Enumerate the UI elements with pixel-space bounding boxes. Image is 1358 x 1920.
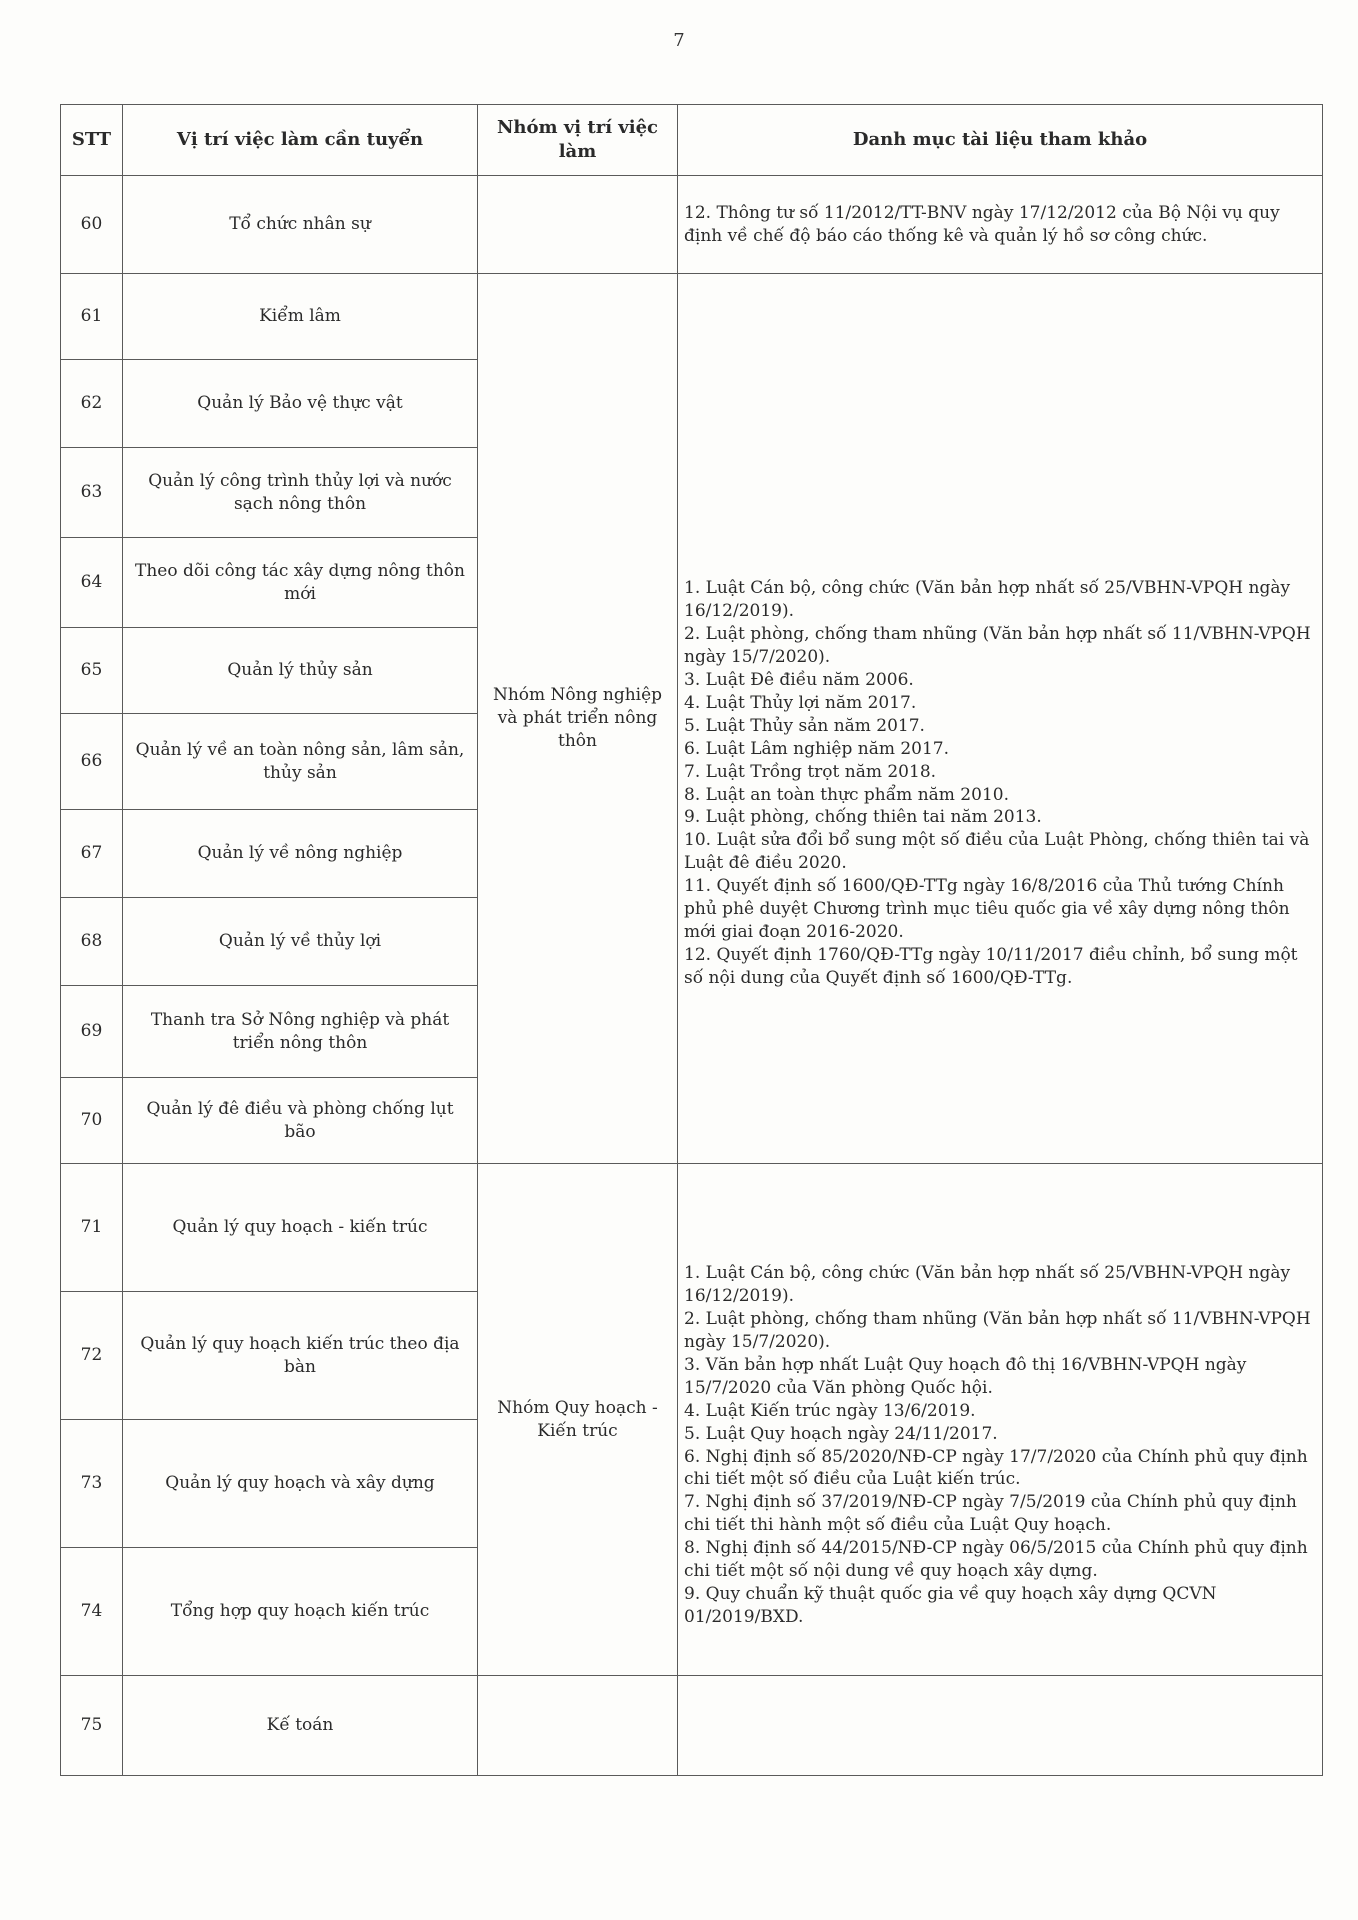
row-position: Quản lý đê điều và phòng chống lụt bão bbox=[123, 1078, 478, 1164]
row-stt: 70 bbox=[61, 1078, 123, 1164]
reference-item: 4. Luật Thủy lợi năm 2017. bbox=[684, 692, 917, 713]
header-group: Nhóm vị trí việc làm bbox=[478, 105, 678, 176]
reference-item: 2. Luật phòng, chống tham nhũng (Văn bản hợp nhất số 11/VBHN-VPQH ngày 15/7/2020). bbox=[684, 623, 1311, 667]
group-name-agriculture: Nhóm Nông nghiệp và phát triển nông thôn bbox=[478, 274, 678, 1164]
reference-item: 11. Quyết định số 1600/QĐ-TTg ngày 16/8/2016 của Thủ tướng Chính phủ phê duyệt Chương trình mục tiêu quốc gia về xây dựng nông thôn mới giai đoạn 2016-2020. bbox=[684, 876, 1290, 943]
row-stt: 74 bbox=[61, 1548, 123, 1676]
reference-item: 9. Luật phòng, chống thiên tai năm 2013. bbox=[684, 807, 1042, 828]
row-position: Theo dõi công tác xây dựng nông thôn mới bbox=[123, 538, 478, 628]
row-stt: 67 bbox=[61, 810, 123, 898]
job-position-table bbox=[60, 104, 1323, 1776]
row-references: 12. Thông tư số 11/2012/TT-BNV ngày 17/12/2012 của Bộ Nội vụ quy định về chế độ báo cáo thống kê và quản lý hồ sơ công chức. bbox=[678, 176, 1323, 274]
row-stt: 72 bbox=[61, 1292, 123, 1420]
reference-item: 8. Nghị định số 44/2015/NĐ-CP ngày 06/5/2015 của Chính phủ quy định chi tiết một số nội dung về quy hoạch xây dựng. bbox=[684, 1538, 1308, 1582]
reference-item: 10. Luật sửa đổi bổ sung một số điều của Luật Phòng, chống thiên tai và Luật đê điều 2020. bbox=[684, 830, 1310, 874]
reference-item: 7. Luật Trồng trọt năm 2018. bbox=[684, 761, 937, 782]
table-header-row bbox=[61, 105, 1323, 176]
row-position: Tổng hợp quy hoạch kiến trúc bbox=[123, 1548, 478, 1676]
reference-item: 7. Nghị định số 37/2019/NĐ-CP ngày 7/5/2019 của Chính phủ quy định chi tiết thi hành một số điều của Luật Quy hoạch. bbox=[684, 1492, 1297, 1536]
row-position: Quản lý Bảo vệ thực vật bbox=[123, 360, 478, 448]
reference-list bbox=[684, 447, 1316, 990]
reference-item: 5. Luật Thủy sản năm 2017. bbox=[684, 715, 925, 736]
row-position: Quản lý công trình thủy lợi và nước sạch nông thôn bbox=[123, 448, 478, 538]
reference-item: 5. Luật Quy hoạch ngày 24/11/2017. bbox=[684, 1423, 998, 1444]
row-references-empty bbox=[678, 1676, 1323, 1776]
reference-item: 4. Luật Kiến trúc ngày 13/6/2019. bbox=[684, 1400, 976, 1421]
page-number: 7 bbox=[673, 30, 685, 51]
reference-item: 9. Quy chuẩn kỹ thuật quốc gia về quy hoạch xây dựng QCVN 01/2019/BXD. bbox=[684, 1584, 1217, 1628]
header-position: Vị trí việc làm cần tuyển bbox=[123, 105, 478, 176]
reference-item: 1. Luật Cán bộ, công chức (Văn bản hợp nhất số 25/VBHN-VPQH ngày 16/12/2019). bbox=[684, 578, 1291, 621]
header-stt: STT bbox=[61, 105, 123, 176]
row-position: Quản lý quy hoạch và xây dựng bbox=[123, 1420, 478, 1548]
group-references-agriculture bbox=[678, 274, 1323, 1164]
reference-item: 6. Luật Lâm nghiệp năm 2017. bbox=[684, 738, 950, 759]
table-row bbox=[61, 1676, 1323, 1776]
reference-item: 8. Luật an toàn thực phẩm năm 2010. bbox=[684, 784, 1009, 805]
row-position: Quản lý về thủy lợi bbox=[123, 898, 478, 986]
row-position: Tổ chức nhân sự bbox=[123, 176, 478, 274]
header-references: Danh mục tài liệu tham khảo bbox=[678, 105, 1323, 176]
row-position: Kiểm lâm bbox=[123, 274, 478, 360]
reference-item: 12. Quyết định 1760/QĐ-TTg ngày 10/11/2017 điều chỉnh, bổ sung một số nội dung của Quyết định số 1600/QĐ-TTg. bbox=[684, 945, 1298, 988]
table-row bbox=[61, 274, 1323, 360]
row-group-empty bbox=[478, 1676, 678, 1776]
row-position: Quản lý quy hoạch - kiến trúc bbox=[123, 1164, 478, 1292]
group-references-planning bbox=[678, 1164, 1323, 1676]
row-group-empty bbox=[478, 176, 678, 274]
row-stt: 66 bbox=[61, 714, 123, 810]
row-stt: 75 bbox=[61, 1676, 123, 1776]
reference-item: 2. Luật phòng, chống tham nhũng (Văn bản hợp nhất số 11/VBHN-VPQH ngày 15/7/2020). bbox=[684, 1308, 1311, 1352]
row-stt: 62 bbox=[61, 360, 123, 448]
row-stt: 73 bbox=[61, 1420, 123, 1548]
row-position: Quản lý thủy sản bbox=[123, 628, 478, 714]
row-position: Quản lý về an toàn nông sản, lâm sản, thủy sản bbox=[123, 714, 478, 810]
reference-item: 3. Luật Đê điều năm 2006. bbox=[684, 669, 914, 690]
row-stt: 61 bbox=[61, 274, 123, 360]
row-stt: 71 bbox=[61, 1164, 123, 1292]
row-position: Quản lý quy hoạch kiến trúc theo địa bàn bbox=[123, 1292, 478, 1420]
row-position: Kế toán bbox=[123, 1676, 478, 1776]
table-row bbox=[61, 176, 1323, 274]
row-position: Quản lý về nông nghiệp bbox=[123, 810, 478, 898]
reference-list bbox=[684, 1210, 1316, 1629]
row-stt: 69 bbox=[61, 986, 123, 1078]
group-name-planning: Nhóm Quy hoạch - Kiến trúc bbox=[478, 1164, 678, 1676]
row-stt: 68 bbox=[61, 898, 123, 986]
reference-item: 1. Luật Cán bộ, công chức (Văn bản hợp nhất số 25/VBHN-VPQH ngày 16/12/2019). bbox=[684, 1263, 1291, 1306]
row-stt: 63 bbox=[61, 448, 123, 538]
reference-item: 6. Nghị định số 85/2020/NĐ-CP ngày 17/7/2020 của Chính phủ quy định chi tiết một số điều của Luật kiến trúc. bbox=[684, 1446, 1308, 1490]
row-stt: 60 bbox=[61, 176, 123, 274]
reference-item: 3. Văn bản hợp nhất Luật Quy hoạch đô thị 16/VBHN-VPQH ngày 15/7/2020 của Văn phòng Quốc hội. bbox=[684, 1354, 1247, 1398]
row-stt: 65 bbox=[61, 628, 123, 714]
table-row bbox=[61, 1164, 1323, 1292]
row-stt: 64 bbox=[61, 538, 123, 628]
row-position: Thanh tra Sở Nông nghiệp và phát triển nông thôn bbox=[123, 986, 478, 1078]
